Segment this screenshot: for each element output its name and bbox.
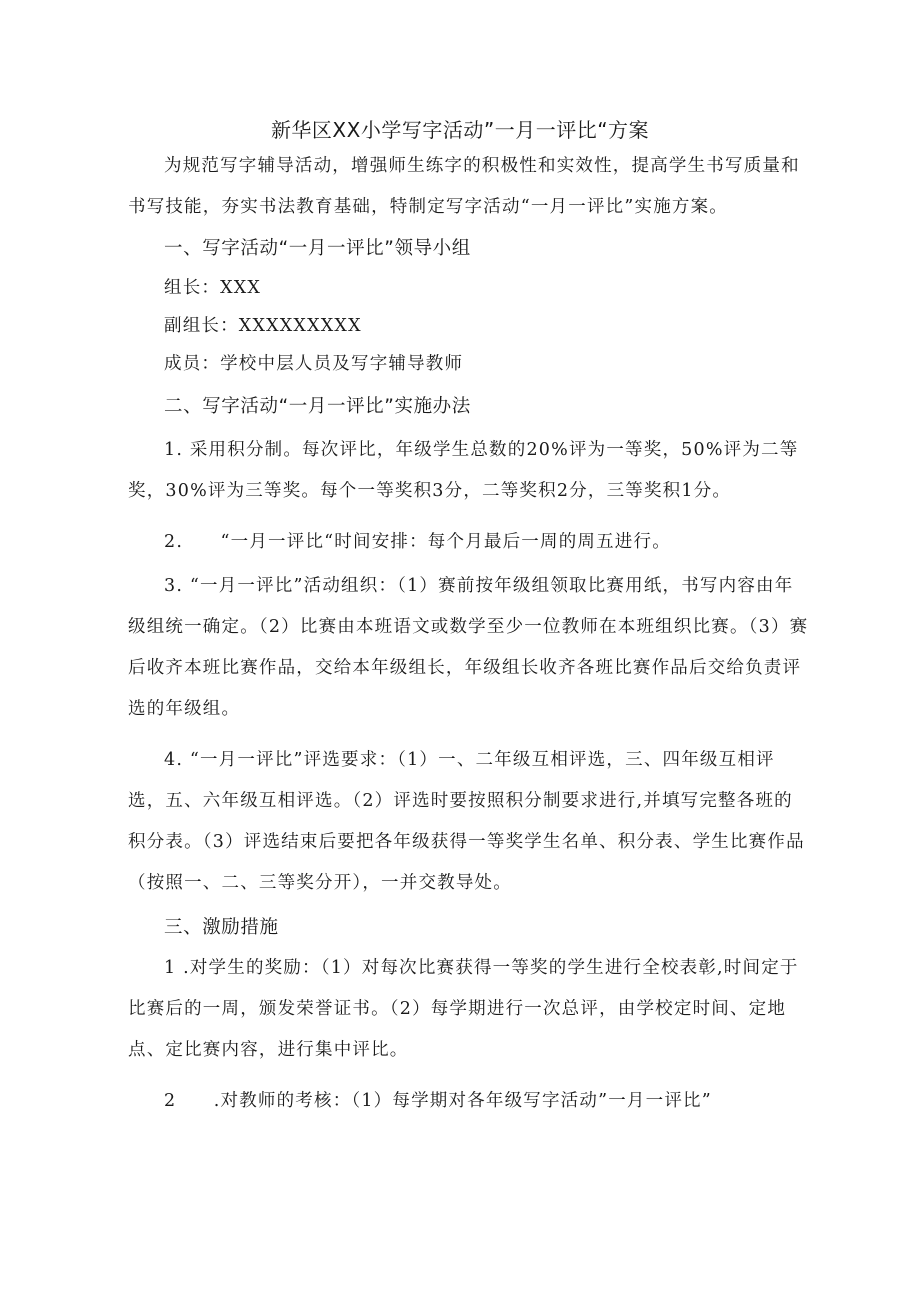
- section2-item4: 4. “一月一评比”评选要求：（1）一、二年级互相评选，三、四年级互相评选，五、六年级互相评选。（2）评选时要按照积分制要求进行,并填写完整各班的积分表。（3）评选结束后要把各年级获得一等奖学生名单、积分表、学生比赛作品（按照一、二、三等奖分开），一并交教导处。: [128, 750, 805, 893]
- section2-item3: 3. “一月一评比”活动组织：（1）赛前按年级组领取比赛用纸，书写内容由年级组统一确定。（2）比赛由本班语文或数学至少一位教师在本班组织比赛。（3）赛后收齐本班比赛作品，交给本年级组长，年级组长收齐各班比赛作品后交给负责评选的年级组。: [128, 576, 809, 719]
- section3-item1: 1 .对学生的奖励：（1）对每次比赛获得一等奖的学生进行全校表彰,时间定于比赛后的一周，颁发荣誉证书。（2）每学期进行一次总评，由学校定时间、定地点、定比赛内容，进行集中评比。: [128, 958, 799, 1060]
- intro-paragraph: 为规范写字辅导活动，增强师生练字的积极性和实效性，提高学生书写质量和书写技能，夯实书法教育基础，特制定写字活动“一月一评比”实施方案。: [128, 156, 800, 217]
- document-title: 新华区XX小学写字活动”一月一评比“方案: [270, 118, 650, 142]
- section1-heading: 一、写字活动“一月一评比”领导小组: [164, 238, 471, 259]
- section3-heading: 三、激励措施: [164, 917, 279, 938]
- leader-line: 组长：XXX: [164, 278, 262, 298]
- deputy-line: 副组长：XXXXXXXXX: [164, 316, 362, 336]
- section2-item2: 2. “一月一评比“时间安排：每个月最后一周的周五进行。: [164, 532, 671, 552]
- section2-heading: 二、写字活动“一月一评比”实施办法: [164, 396, 471, 417]
- section3-item2: 2 .对教师的考核：（1）每学期对各年级写字活动”一月一评比”: [164, 1091, 712, 1111]
- section2-item1: 1. 采用积分制。每次评比，年级学生总数的20%评为一等奖，50%评为二等奖，30%评为三等奖。每个一等奖积3分，二等奖积2分，三等奖积1分。: [128, 440, 799, 501]
- document-body: [128, 146, 810, 1122]
- members-line: 成员：学校中层人员及写字辅导教师: [164, 354, 464, 374]
